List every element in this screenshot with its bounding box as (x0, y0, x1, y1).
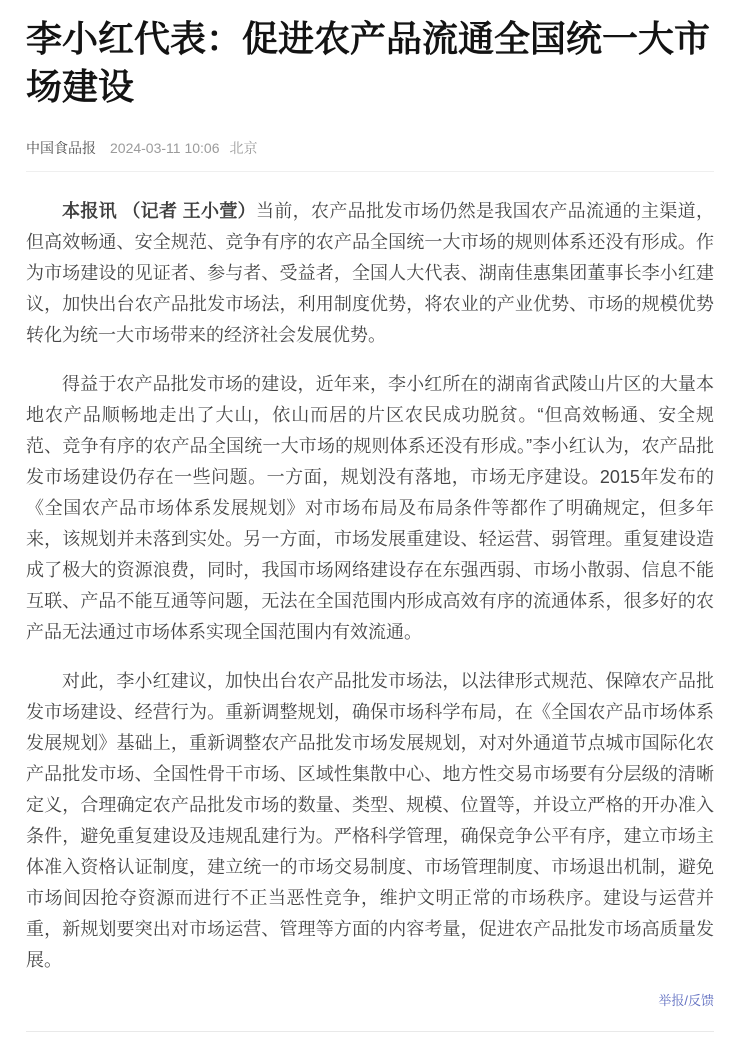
paragraph-text: 当前，农产品批发市场仍然是我国农产品流通的主渠道，但高效畅通、安全规范、竞争有序的农产品全国统一大市场的规则体系还没有形成。作为市场建设的见证者、参与者、受益者，全国人大代表、湖南佳惠集团董事长李小红建议，加快出台农产品批发市场法，利用制度优势，将农业的产业优势、市场的规模优势转化为统一大市场带来的经济社会发展优势。 (26, 201, 714, 345)
article-footer (26, 992, 714, 1010)
publish-datetime: 2024-03-11 10:06 (110, 140, 220, 156)
article-paragraph-2 (26, 369, 714, 648)
footer-divider (26, 1031, 714, 1032)
header-divider (26, 171, 714, 172)
article-paragraph-3 (26, 666, 714, 976)
reporter-byline: 本报讯 （记者 王小萱） (62, 201, 256, 221)
paragraph-text: 对此，李小红建议，加快出台农产品批发市场法，以法律形式规范、保障农产品批发市场建设、经营行为。重新调整规划，确保市场科学布局，在《全国农产品市场体系发展规划》基础上，重新调整农产品批发市场发展规划，对对外通道节点城市国际化农产品批发市场、全国性骨干市场、区域性集散中心、地方性交易市场要有分层级的清晰定义，合理确定农产品批发市场的数量、类型、规模、位置等，并设立严格的开办准入条件，避免重复建设及违规乱建行为。严格科学管理，确保竞争公平有序，建立市场主体准入资格认证制度，建立统一的市场交易制度、市场管理制度、市场退出机制，避免市场间因抢夺资源而进行不正当恶性竞争，维护文明正常的市场秩序。建设与运营并重，新规划要突出对市场运营、管理等方面的内容考量，促进农产品批发市场高质量发展。 (26, 671, 714, 970)
article-meta (26, 138, 714, 158)
article-paragraph-1 (26, 196, 714, 351)
source-name[interactable]: 中国食品报 (26, 140, 96, 156)
publish-location: 北京 (229, 140, 258, 156)
report-feedback-link[interactable]: 举报/反馈 (658, 993, 714, 1008)
paragraph-text: 得益于农产品批发市场的建设，近年来，李小红所在的湖南省武陵山片区的大量本地农产品顺畅地走出了大山，依山而居的片区农民成功脱贫。“但高效畅通、安全规范、竞争有序的农产品全国统一大市场的规则体系还没有形成。”李小红认为，农产品批发市场建设仍存在一些问题。一方面，规划没有落地，市场无序建设。2015年发布的《全国农产品市场体系发展规划》对市场布局及布局条件等都作了明确规定，但多年来，该规划并未落到实处。另一方面，市场发展重建设、轻运营、弱管理。重复建设造成了极大的资源浪费，同时，我国市场网络建设存在东强西弱、市场小散弱、信息不能互联、产品不能互通等问题，无法在全国范围内形成高效有序的流通体系，很多好的农产品无法通过市场体系实现全国范围内有效流通。 (26, 374, 714, 642)
article-title: 李小红代表：促进农产品流通全国统一大市场建设 (26, 18, 711, 107)
article-body (26, 196, 714, 976)
